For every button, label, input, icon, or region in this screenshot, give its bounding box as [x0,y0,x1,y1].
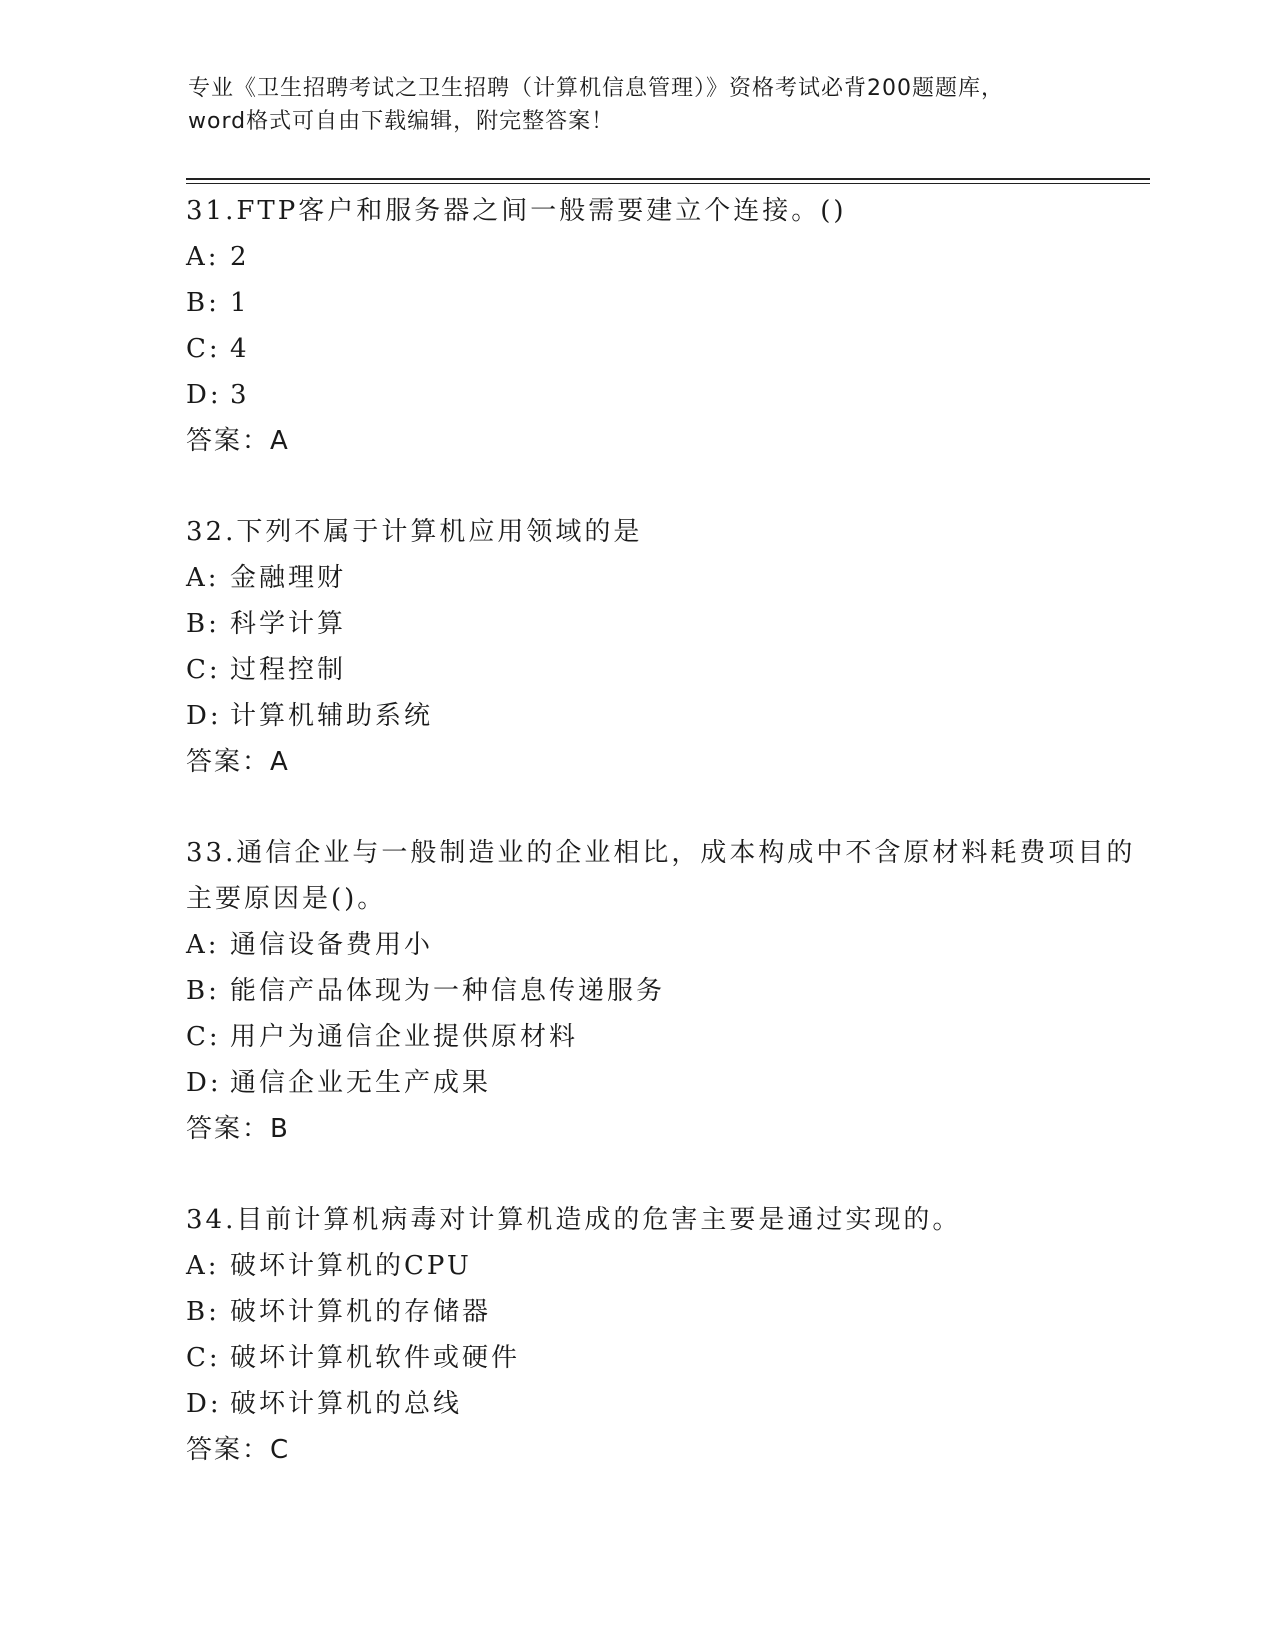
option-letter: D: [186,1389,222,1419]
option-letter: A: [186,1251,220,1281]
answer-label: 答案：B [186,1114,290,1144]
option-d [186,1381,1146,1427]
option-letter: B: [186,288,220,318]
option-a [186,234,1146,280]
option-c [186,326,1146,372]
option-d [186,693,1146,739]
option-d [186,1060,1146,1106]
option-text: 破坏计算机的CPU [230,1251,472,1281]
option-b [186,968,1146,1014]
answer-label: 答案：A [186,426,290,456]
option-text: 破坏计算机的存储器 [230,1297,492,1327]
option-letter: A: [186,242,220,272]
option-letter: D: [186,380,222,410]
option-letter: A: [186,930,220,960]
option-letter: B: [186,976,220,1006]
option-b [186,601,1146,647]
option-text: 计算机辅助系统 [230,701,434,731]
option-letter: B: [186,609,220,639]
option-text: 用户为通信企业提供原材料 [230,1022,579,1052]
option-letter: D: [186,701,222,731]
header-divider-thick [186,178,1150,180]
option-letter: A: [186,563,220,593]
option-letter: C: [186,1343,221,1373]
option-letter: C: [186,655,221,685]
option-text: 破坏计算机软件或硬件 [230,1343,521,1373]
option-letter: D: [186,1068,222,1098]
option-b [186,280,1146,326]
question-text: 33.通信企业与一般制造业的企业相比，成本构成中不含原材料耗费项目的主要原因是()。 [186,838,1136,914]
question-text: 31.FTP客户和服务器之间一般需要建立个连接。() [186,196,847,226]
option-a [186,555,1146,601]
option-letter: B: [186,1297,220,1327]
option-text: 科学计算 [230,609,347,639]
option-letter: C: [186,334,221,364]
option-text: 1 [230,288,250,318]
question-text: 34.目前计算机病毒对计算机造成的危害主要是通过实现的。 [186,1205,962,1235]
option-b [186,1289,1146,1335]
option-c [186,1014,1146,1060]
option-text: 通信设备费用小 [230,930,434,960]
question-33 [186,830,1146,1152]
option-d [186,372,1146,418]
header-line-1: 专业《卫生招聘考试之卫生招聘（计算机信息管理）》资格考试必背200题题库， [188,76,1004,101]
option-a [186,1243,1146,1289]
option-text: 通信企业无生产成果 [230,1068,492,1098]
option-text: 2 [230,242,250,272]
option-text: 3 [230,380,250,410]
option-text: 4 [230,334,250,364]
answer-label: 答案：C [186,1435,291,1465]
answer-label: 答案：A [186,747,290,777]
option-text: 破坏计算机的总线 [230,1389,463,1419]
header-divider-thin [186,183,1150,184]
option-c [186,1335,1146,1381]
document-header [188,72,1088,138]
header-line-2: word格式可自由下载编辑，附完整答案！ [188,109,615,134]
option-a [186,922,1146,968]
option-text: 能信产品体现为一种信息传递服务 [230,976,666,1006]
option-letter: C: [186,1022,221,1052]
question-34 [186,1197,1146,1473]
question-list [186,188,1146,1518]
question-text: 32.下列不属于计算机应用领域的是 [186,517,643,547]
option-c [186,647,1146,693]
option-text: 金融理财 [230,563,347,593]
question-31 [186,188,1146,464]
question-32 [186,509,1146,785]
option-text: 过程控制 [230,655,347,685]
